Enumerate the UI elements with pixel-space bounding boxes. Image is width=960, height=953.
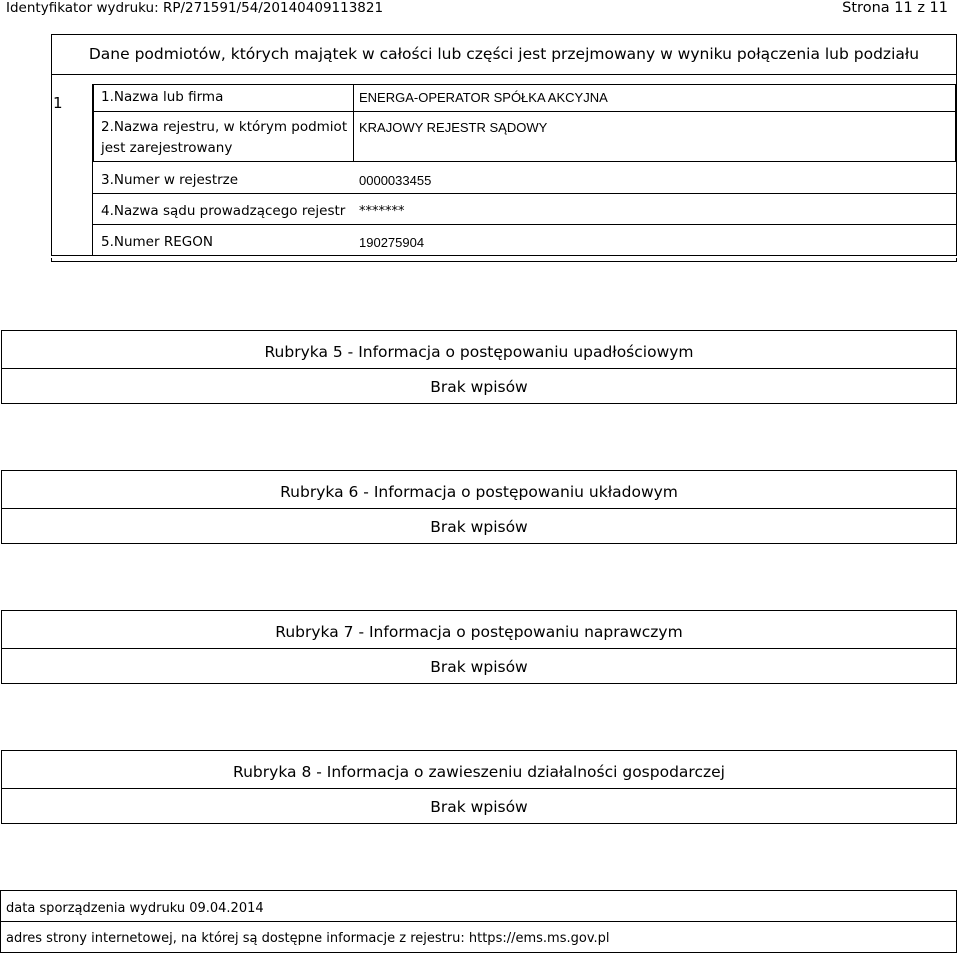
page-number: Strona 11 z 11: [842, 0, 948, 16]
rubric-7-title: Rubryka 7 - Informacja o postępowaniu naprawczym: [275, 623, 683, 641]
field-value-register: KRAJOWY REJESTR SĄDOWY: [359, 120, 548, 135]
print-identifier: Identyfikator wydruku: RP/271591/54/20140409113821: [6, 0, 384, 16]
rubric-5-content: Brak wpisów: [430, 378, 528, 396]
field-divider-4: [93, 224, 956, 225]
field-label-register-line2: jest zarejestrowany: [101, 140, 233, 156]
section-title: Dane podmiotów, których majątek w całości lub części jest przejmowany w wyniku połączenia lub podziału: [88, 45, 920, 63]
field-label-register-line1: 2.Nazwa rejestru, w którym podmiot: [101, 119, 348, 135]
rubric-8-title: Rubryka 8 - Informacja o zawieszeniu działalności gospodarczej: [233, 763, 725, 781]
field-value-name: ENERGA-OPERATOR SPÓŁKA AKCYJNA: [359, 90, 608, 105]
footer-website-info: adres strony internetowej, na której są dostępne informacje z rejestru: https://ems.ms.gov.pl: [6, 931, 610, 946]
section-bottom-edge: [51, 258, 957, 262]
field-value-register-number: 0000033455: [359, 173, 432, 188]
field-value-court: *******: [359, 204, 405, 219]
rubric-5-title: Rubryka 5 - Informacja o postępowaniu upadłościowym: [264, 343, 694, 361]
footer-divider: [0, 921, 957, 922]
field-label-name: 1.Nazwa lub firma: [101, 89, 224, 105]
rubric-8-content: Brak wpisów: [430, 798, 528, 816]
section-title-divider: [51, 74, 957, 75]
rubric-7-content: Brak wpisów: [430, 658, 528, 676]
rubric-6-content: Brak wpisów: [430, 518, 528, 536]
field-label-register-number: 3.Numer w rejestrze: [101, 172, 239, 188]
rubric-6-divider: [1, 508, 957, 509]
section-bottom-line: [51, 255, 957, 256]
rubric-8-divider: [1, 788, 957, 789]
footer-print-date: data sporządzenia wydruku 09.04.2014: [6, 901, 264, 916]
rubric-7-divider: [1, 648, 957, 649]
rubric-6-title: Rubryka 6 - Informacja o postępowaniu układowym: [280, 483, 678, 501]
field-label-regon: 5.Numer REGON: [101, 234, 213, 250]
field-label-court: 4.Nazwa sądu prowadzącego rejestr: [101, 203, 346, 219]
field-value-regon: 190275904: [359, 235, 425, 250]
entry-number: 1: [53, 94, 63, 112]
rubric-5-divider: [1, 368, 957, 369]
field-divider-3: [93, 193, 956, 194]
